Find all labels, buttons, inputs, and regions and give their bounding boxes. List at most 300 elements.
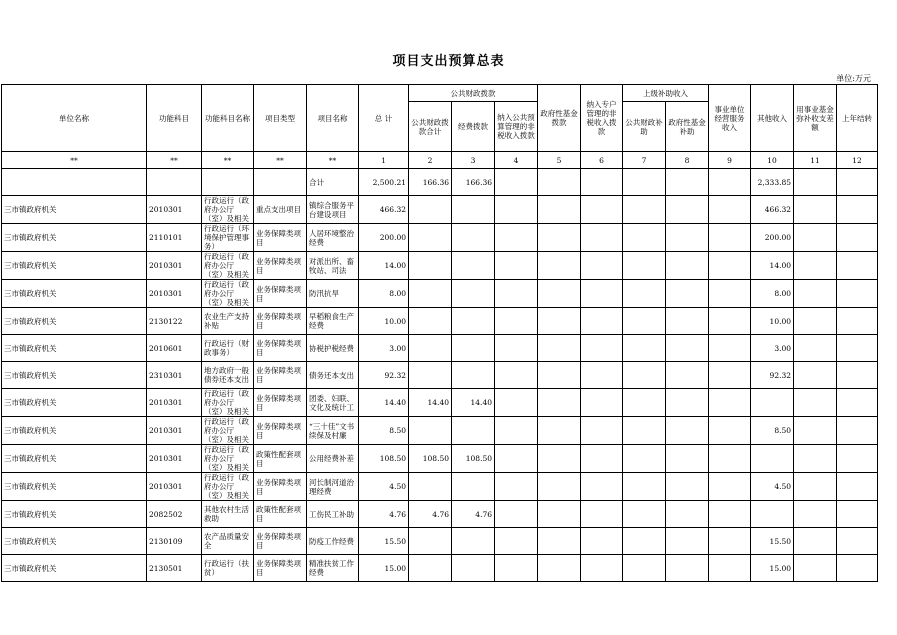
project-type-cell	[254, 501, 307, 528]
funding-cell	[452, 528, 495, 555]
empty-cell	[581, 417, 623, 445]
table-body	[2, 196, 878, 582]
func-name-cell	[202, 445, 254, 473]
other-income-cell: 4.50	[751, 473, 794, 501]
project-type-cell-text: 业务保障类项目	[256, 477, 301, 496]
empty-cell	[837, 196, 878, 224]
header-public-group: 公共财政拨款	[409, 85, 538, 102]
header-nontax-sub: 纳入公共预算管理的非税收入拨款	[495, 102, 538, 152]
empty-cell	[495, 280, 538, 308]
project-name-cell	[307, 417, 359, 445]
func-name-cell-text: 行政运行（环境保护管理事务）	[204, 224, 249, 251]
empty-cell	[495, 224, 538, 252]
project-name-cell-text: 对派出所、畜牧站、司法	[309, 256, 354, 275]
empty-cell	[666, 196, 709, 224]
empty-cell	[794, 417, 837, 445]
unit-name-cell: 三市镇政府机关	[2, 280, 147, 308]
funding-cell: 14.40	[452, 389, 495, 417]
unit-name-cell: 三市镇政府机关	[2, 308, 147, 335]
empty-cell	[623, 528, 666, 555]
empty-cell	[709, 417, 751, 445]
index-cell: **	[307, 152, 359, 169]
empty-cell	[666, 501, 709, 528]
public-total-cell	[409, 335, 452, 362]
index-cell: 11	[794, 152, 837, 169]
project-type-cell	[254, 362, 307, 389]
total-other: 2,333.85	[751, 169, 794, 196]
project-name-cell	[307, 555, 359, 582]
func-code-cell: 2130109	[147, 528, 202, 555]
func-name-cell-text: 农业生产支持补贴	[204, 312, 249, 330]
empty-cell	[709, 335, 751, 362]
func-code-cell: 2010301	[147, 473, 202, 501]
header-biz-income: 事业单位经营服务收入	[709, 85, 751, 152]
header-unit-name: 单位名称	[2, 85, 147, 152]
funding-cell	[452, 224, 495, 252]
other-income-cell	[751, 389, 794, 417]
empty-cell	[538, 362, 581, 389]
empty-cell	[794, 473, 837, 501]
table-row	[2, 252, 878, 280]
empty-cell	[495, 252, 538, 280]
empty-cell	[581, 252, 623, 280]
project-name-cell-text: 债务还本支出	[309, 370, 354, 380]
func-code-cell: 2010301	[147, 252, 202, 280]
empty-cell	[837, 417, 878, 445]
total-label: 合计	[307, 169, 359, 196]
empty-cell	[709, 362, 751, 389]
unit-label: 单位:万元	[836, 74, 871, 83]
project-name-cell	[307, 389, 359, 417]
index-cell: 6	[581, 152, 623, 169]
func-name-cell	[202, 473, 254, 501]
index-cell: 1	[359, 152, 409, 169]
funding-cell	[452, 252, 495, 280]
header-project-name: 项目名称	[307, 85, 359, 152]
empty-cell	[794, 389, 837, 417]
empty-cell	[623, 501, 666, 528]
empty-cell	[581, 528, 623, 555]
func-name-cell	[202, 555, 254, 582]
unit-name-cell: 三市镇政府机关	[2, 417, 147, 445]
public-total-cell: 108.50	[409, 445, 452, 473]
empty-cell	[794, 224, 837, 252]
project-name-cell-text: 人居环境整治经费	[309, 228, 354, 247]
index-cell: **	[202, 152, 254, 169]
func-code-cell: 2010301	[147, 196, 202, 224]
empty-cell	[538, 389, 581, 417]
empty-cell	[837, 335, 878, 362]
empty-cell	[837, 555, 878, 582]
empty-cell	[623, 335, 666, 362]
index-cell: 3	[452, 152, 495, 169]
project-name-cell	[307, 501, 359, 528]
func-name-cell-text: 行政运行（政府办公厅（室）及相关	[204, 196, 249, 223]
empty-cell	[709, 196, 751, 224]
header-biz-fund: 用事业基金弥补收支差额	[794, 85, 837, 152]
other-income-cell: 92.32	[751, 362, 794, 389]
index-cell: 12	[837, 152, 878, 169]
other-income-cell: 200.00	[751, 224, 794, 252]
func-code-cell: 2310301	[147, 362, 202, 389]
project-type-cell-text: 业务保障类项目	[256, 312, 301, 330]
table-row	[2, 280, 878, 308]
index-row	[2, 152, 878, 169]
empty-cell	[581, 362, 623, 389]
func-code-cell: 2010301	[147, 389, 202, 417]
empty-cell	[623, 252, 666, 280]
project-name-cell	[307, 308, 359, 335]
total-cell: 3.00	[359, 335, 409, 362]
unit-name-cell: 三市镇政府机关	[2, 445, 147, 473]
index-cell: **	[2, 152, 147, 169]
empty-cell	[538, 252, 581, 280]
header-upper-gov: 政府性基金补助	[666, 102, 709, 152]
func-name-cell	[202, 196, 254, 224]
func-name-cell	[202, 417, 254, 445]
empty-cell	[709, 280, 751, 308]
header-project-type: 项目类型	[254, 85, 307, 152]
funding-cell	[452, 196, 495, 224]
project-type-cell	[254, 445, 307, 473]
other-income-cell: 3.00	[751, 335, 794, 362]
table-row	[2, 473, 878, 501]
project-name-cell	[307, 252, 359, 280]
funding-cell: 4.76	[452, 501, 495, 528]
project-name-cell-text: 团委、妇联、文化及统计工	[309, 393, 354, 412]
header-carryover: 上年结转	[837, 85, 878, 152]
project-name-cell	[307, 473, 359, 501]
empty-cell	[794, 252, 837, 280]
public-total-cell	[409, 280, 452, 308]
empty-cell	[581, 389, 623, 417]
func-name-cell-text: 行政运行（扶贫）	[204, 559, 249, 577]
project-type-cell-text: 重点支出项目	[256, 205, 301, 214]
empty-cell	[581, 473, 623, 501]
project-type-cell	[254, 308, 307, 335]
empty-cell	[581, 501, 623, 528]
empty-cell	[837, 308, 878, 335]
empty-cell	[666, 308, 709, 335]
unit-name-cell: 三市镇政府机关	[2, 224, 147, 252]
index-cell: 5	[538, 152, 581, 169]
empty-cell	[837, 389, 878, 417]
empty-cell	[495, 501, 538, 528]
index-cell: **	[254, 152, 307, 169]
empty-cell	[666, 417, 709, 445]
public-total-cell	[409, 362, 452, 389]
total-row	[2, 169, 878, 196]
empty-cell	[495, 308, 538, 335]
func-name-cell-text: 其他农村生活救助	[204, 505, 249, 523]
empty-cell	[666, 445, 709, 473]
table-row	[2, 196, 878, 224]
funding-cell	[452, 280, 495, 308]
empty-cell	[495, 528, 538, 555]
funding-cell	[452, 555, 495, 582]
index-cell: 2	[409, 152, 452, 169]
func-name-cell-text: 行政运行（财政事务）	[204, 339, 249, 357]
public-total-cell	[409, 528, 452, 555]
funding-cell	[452, 335, 495, 362]
unit-name-cell: 三市镇政府机关	[2, 335, 147, 362]
other-income-cell: 466.32	[751, 196, 794, 224]
total-funding: 166.36	[452, 169, 495, 196]
empty-cell	[538, 528, 581, 555]
table-row	[2, 362, 878, 389]
other-income-cell: 10.00	[751, 308, 794, 335]
table-row	[2, 528, 878, 555]
empty-cell	[538, 473, 581, 501]
project-type-cell-text: 业务保障类项目	[256, 532, 301, 550]
public-total-cell	[409, 196, 452, 224]
empty-cell	[794, 362, 837, 389]
project-name-cell	[307, 335, 359, 362]
empty-cell	[794, 335, 837, 362]
project-name-cell-text: 工伤民工补助	[309, 509, 354, 519]
empty-cell	[538, 196, 581, 224]
project-type-cell-text: 业务保障类项目	[256, 284, 301, 303]
func-name-cell-text: 行政运行（政府办公厅（室）及相关	[204, 280, 249, 307]
index-cell: 4	[495, 152, 538, 169]
project-name-cell-text: 协税护税经费	[309, 343, 354, 353]
empty-cell	[794, 196, 837, 224]
table-row	[2, 335, 878, 362]
func-name-cell-text: 行政运行（政府办公厅（室）及相关	[204, 252, 249, 279]
public-total-cell	[409, 417, 452, 445]
project-name-cell-text: 精准扶贫工作经费	[309, 559, 354, 577]
project-type-cell-text: 业务保障类项目	[256, 393, 301, 412]
empty-cell	[666, 335, 709, 362]
table-row	[2, 501, 878, 528]
project-type-cell	[254, 196, 307, 224]
project-type-cell	[254, 335, 307, 362]
funding-cell	[452, 362, 495, 389]
empty-cell	[709, 389, 751, 417]
header-func-name: 功能科目名称	[202, 85, 254, 152]
project-type-cell-text: 业务保障类项目	[256, 256, 301, 275]
func-name-cell-text: 行政运行（政府办公厅（室）及相关	[204, 417, 249, 444]
project-type-cell-text: 业务保障类项目	[256, 559, 301, 577]
empty-cell	[495, 417, 538, 445]
other-income-cell: 15.00	[751, 555, 794, 582]
project-name-cell-text: 镇综合服务平台建设项目	[309, 200, 354, 219]
func-code-cell: 2110101	[147, 224, 202, 252]
other-income-cell	[751, 501, 794, 528]
empty-cell	[666, 555, 709, 582]
func-name-cell	[202, 528, 254, 555]
empty-cell	[837, 252, 878, 280]
empty-cell	[581, 555, 623, 582]
total-cell: 8.50	[359, 417, 409, 445]
func-name-cell-text: 地方政府一般债券还本支出	[204, 366, 249, 384]
total-cell: 14.40	[359, 389, 409, 417]
public-total-cell	[409, 555, 452, 582]
empty-cell	[495, 362, 538, 389]
empty-cell	[709, 308, 751, 335]
total-cell: 8.00	[359, 280, 409, 308]
func-name-cell	[202, 501, 254, 528]
empty-cell	[794, 501, 837, 528]
other-income-cell	[751, 445, 794, 473]
total-cell: 92.32	[359, 362, 409, 389]
project-type-cell-text: 政策性配套项目	[256, 505, 301, 523]
empty-cell	[666, 252, 709, 280]
public-total-cell: 14.40	[409, 389, 452, 417]
func-name-cell	[202, 389, 254, 417]
index-cell: 8	[666, 152, 709, 169]
funding-cell: 108.50	[452, 445, 495, 473]
total-cell: 108.50	[359, 445, 409, 473]
empty-cell	[581, 280, 623, 308]
total-cell: 15.50	[359, 528, 409, 555]
project-type-cell	[254, 528, 307, 555]
empty-cell	[794, 445, 837, 473]
func-name-cell-text: 农产品质量安全	[204, 532, 249, 550]
empty-cell	[538, 501, 581, 528]
project-type-cell	[254, 280, 307, 308]
empty-cell	[495, 335, 538, 362]
project-type-cell	[254, 555, 307, 582]
table-row	[2, 224, 878, 252]
unit-name-cell: 三市镇政府机关	[2, 362, 147, 389]
project-type-cell-text: 政策性配套项目	[256, 449, 301, 468]
empty-cell	[495, 555, 538, 582]
empty-cell	[623, 362, 666, 389]
index-cell: **	[147, 152, 202, 169]
empty-cell	[794, 308, 837, 335]
func-code-cell: 2082502	[147, 501, 202, 528]
header-func-code: 功能科目	[147, 85, 202, 152]
func-code-cell: 2010601	[147, 335, 202, 362]
header-row-1	[2, 85, 878, 102]
empty-cell	[623, 280, 666, 308]
project-name-cell	[307, 528, 359, 555]
empty-cell	[837, 362, 878, 389]
empty-cell	[623, 196, 666, 224]
header-total: 总 计	[359, 85, 409, 152]
table-row	[2, 417, 878, 445]
public-total-cell	[409, 473, 452, 501]
project-type-cell	[254, 389, 307, 417]
empty-cell	[666, 362, 709, 389]
func-name-cell	[202, 362, 254, 389]
empty-cell	[581, 196, 623, 224]
table-row	[2, 555, 878, 582]
func-code-cell: 2130122	[147, 308, 202, 335]
project-type-cell	[254, 224, 307, 252]
func-code-cell: 2010301	[147, 417, 202, 445]
public-total-cell	[409, 308, 452, 335]
unit-name-cell: 三市镇政府机关	[2, 528, 147, 555]
func-code-cell: 2010301	[147, 445, 202, 473]
empty-cell	[623, 555, 666, 582]
other-income-cell: 15.50	[751, 528, 794, 555]
empty-cell	[709, 528, 751, 555]
empty-cell	[538, 417, 581, 445]
table-row	[2, 389, 878, 417]
empty-cell	[538, 308, 581, 335]
empty-cell	[623, 224, 666, 252]
total-cell: 15.00	[359, 555, 409, 582]
empty-cell	[794, 555, 837, 582]
empty-cell	[666, 473, 709, 501]
project-name-cell-text: 河长制河道治理经费	[309, 477, 354, 496]
func-name-cell	[202, 335, 254, 362]
empty-cell	[538, 555, 581, 582]
project-name-cell-text: 防疫工作经费	[309, 536, 354, 546]
project-name-cell-text: 公用经费补差	[309, 454, 354, 463]
project-name-cell-text: 早稻粮食生产经费	[309, 312, 354, 330]
empty-cell	[709, 445, 751, 473]
index-cell: 7	[623, 152, 666, 169]
index-cell: 9	[709, 152, 751, 169]
table-row	[2, 308, 878, 335]
index-cell: 10	[751, 152, 794, 169]
func-name-cell-text: 行政运行（政府办公厅（室）及相关	[204, 389, 249, 416]
header-funding: 经费拨款	[452, 102, 495, 152]
unit-name-cell: 三市镇政府机关	[2, 555, 147, 582]
project-name-cell	[307, 362, 359, 389]
unit-name-cell: 三市镇政府机关	[2, 473, 147, 501]
header-upper-group: 上级补助收入	[623, 85, 709, 102]
func-name-cell-text: 行政运行（政府办公厅（室）及相关	[204, 473, 249, 500]
funding-cell	[452, 308, 495, 335]
public-total-cell	[409, 252, 452, 280]
func-name-cell	[202, 280, 254, 308]
empty-cell	[495, 445, 538, 473]
project-type-cell-text: 业务保障类项目	[256, 339, 301, 357]
empty-cell	[709, 252, 751, 280]
empty-cell	[709, 224, 751, 252]
func-code-cell: 2010301	[147, 280, 202, 308]
header-public-total: 公共财政拨款合计	[409, 102, 452, 152]
project-type-cell-text: 业务保障类项目	[256, 366, 301, 384]
func-name-cell	[202, 252, 254, 280]
project-name-cell	[307, 224, 359, 252]
empty-cell	[837, 501, 878, 528]
total-public: 166.36	[409, 169, 452, 196]
table-row	[2, 445, 878, 473]
empty-cell	[623, 445, 666, 473]
empty-cell	[794, 528, 837, 555]
func-name-cell-text: 行政运行（政府办公厅（室）及相关	[204, 445, 249, 472]
empty-cell	[837, 280, 878, 308]
empty-cell	[495, 196, 538, 224]
header-upper-public: 公共财政补助	[623, 102, 666, 152]
project-type-cell	[254, 473, 307, 501]
project-type-cell-text: 业务保障类项目	[256, 421, 301, 440]
func-code-cell: 2130501	[147, 555, 202, 582]
header-other-income: 其他收入	[751, 85, 794, 152]
total-cell: 466.32	[359, 196, 409, 224]
func-name-cell	[202, 308, 254, 335]
funding-cell	[452, 473, 495, 501]
empty-cell	[538, 445, 581, 473]
unit-name-cell: 三市镇政府机关	[2, 196, 147, 224]
empty-cell	[666, 280, 709, 308]
total-cell: 10.00	[359, 308, 409, 335]
empty-cell	[538, 280, 581, 308]
unit-name-cell: 三市镇政府机关	[2, 389, 147, 417]
funding-cell	[452, 417, 495, 445]
empty-cell	[837, 445, 878, 473]
header-special-nontax: 纳入专户管理的非税收入拨款	[581, 85, 623, 152]
public-total-cell	[409, 224, 452, 252]
empty-cell	[581, 308, 623, 335]
empty-cell	[709, 555, 751, 582]
project-name-cell	[307, 280, 359, 308]
